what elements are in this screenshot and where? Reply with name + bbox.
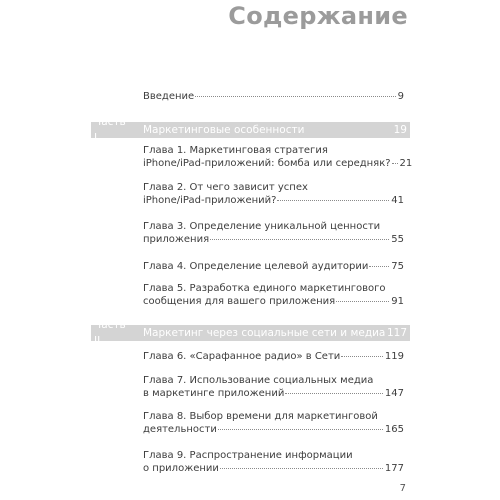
dot-leader — [277, 200, 389, 201]
chapter-title-line1: Глава 2. От чего зависит успех — [143, 182, 308, 193]
part-title: Маркетинговые особенности — [143, 124, 305, 136]
chapter-title-line1: Глава 9. Распространение информации — [143, 450, 353, 461]
toc-page-number: 75 — [391, 261, 404, 272]
toc-part-1[interactable] — [91, 116, 410, 144]
part-page: 117 — [386, 327, 407, 339]
dot-leader — [285, 393, 383, 394]
toc-page-number: 147 — [384, 388, 404, 399]
toc-entry-chapter-4[interactable] — [143, 260, 404, 273]
toc-part-2[interactable] — [91, 319, 410, 347]
chapter-title-line2: деятельности — [143, 424, 217, 435]
toc-entry-chapter-3[interactable] — [143, 220, 404, 246]
chapter-title-line1: Глава 5. Разработка единого маркетингового — [143, 283, 386, 294]
chapter-title-line1: Глава 8. Выбор времени для маркетинговой — [143, 411, 378, 422]
dot-leader — [218, 429, 383, 430]
dot-leader — [369, 266, 389, 267]
toc-page-number: 21 — [399, 158, 413, 169]
chapter-title-line2: приложения — [143, 234, 210, 245]
toc-entry-intro[interactable] — [143, 90, 404, 103]
toc-entry-chapter-8[interactable] — [143, 410, 404, 436]
toc-page-number: 9 — [397, 91, 404, 102]
toc-page-number: 91 — [391, 296, 404, 307]
toc-page-number: 177 — [384, 463, 404, 474]
dot-leader — [210, 239, 389, 240]
part-title: Маркетинг через социальные сети и медиа — [143, 327, 386, 339]
chapter-title-line1: Глава 4. Определение целевой аудитории — [143, 261, 369, 272]
chapter-title-line1: Глава 3. Определение уникальной ценности — [143, 221, 381, 232]
toc-entry-chapter-2[interactable] — [143, 181, 404, 207]
chapter-title-line1: Глава 7. Использование социальных медиа — [143, 375, 374, 386]
chapter-title-line2: о приложении — [143, 463, 219, 474]
chapter-title-line2: iPhone/iPad-приложений? — [143, 195, 277, 206]
chapter-title-line2: сообщения для вашего приложения — [143, 296, 336, 307]
toc-page-number: 41 — [391, 195, 404, 206]
chapter-title-line2: в маркетинге приложений — [143, 388, 285, 399]
dot-leader — [392, 163, 398, 164]
toc-page-number: 55 — [391, 234, 404, 245]
chapter-title-line2: iPhone/iPad-приложений: бомба или середняк? — [143, 158, 391, 169]
toc-entry-chapter-9[interactable] — [143, 449, 404, 475]
page-number: 7 — [399, 483, 406, 494]
part-page: 19 — [393, 124, 407, 136]
dot-leader — [336, 301, 389, 302]
toc-page-number: 119 — [384, 351, 404, 362]
part-label: Часть I — [94, 116, 126, 144]
toc-entry-chapter-6[interactable] — [143, 350, 404, 363]
toc-entry-chapter-7[interactable] — [143, 374, 404, 400]
toc-entry-text: Введение — [143, 91, 195, 102]
chapter-title-line1: Глава 6. «Сарафанное радио» в Сети — [143, 351, 341, 362]
dot-leader — [341, 356, 383, 357]
page-title: Содержание — [228, 2, 408, 30]
toc-entry-chapter-5[interactable] — [143, 282, 404, 308]
toc-page-number: 165 — [384, 424, 404, 435]
toc-entry-chapter-1[interactable] — [143, 144, 413, 170]
dot-leader — [195, 96, 395, 97]
chapter-title-line1: Глава 1. Маркетинговая стратегия — [143, 145, 328, 156]
part-label: Часть II — [94, 319, 126, 347]
dot-leader — [220, 468, 383, 469]
